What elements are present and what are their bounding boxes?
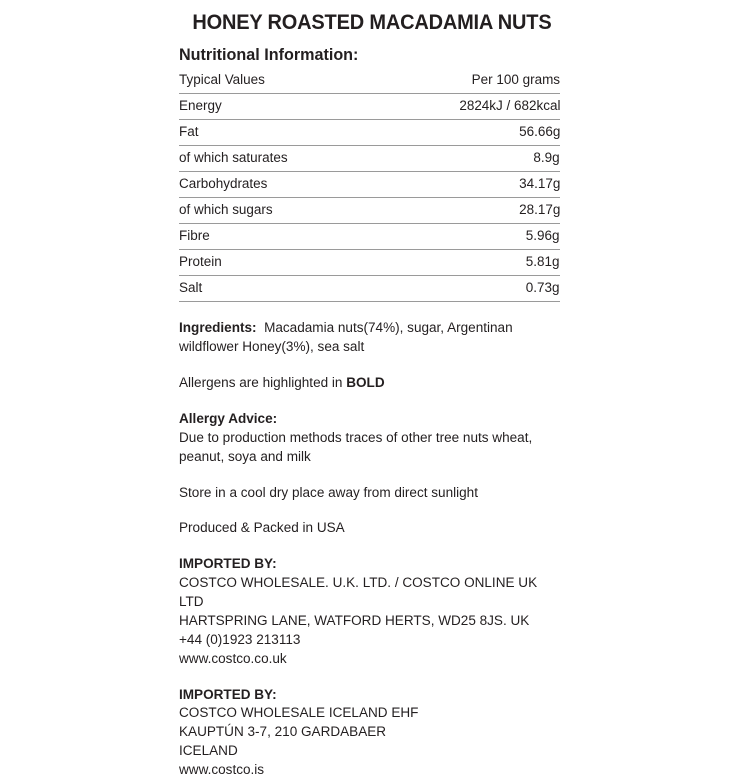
nutrient-value	[389, 276, 560, 302]
allergen-note-section	[179, 374, 559, 393]
table-row	[179, 224, 560, 250]
ingredients-text: Macadamia nuts(74%), sugar, Argentinan wildflower Honey(3%), sea salt	[179, 320, 513, 356]
nutrient-name-text: Fibre	[179, 228, 210, 245]
importer-uk-heading	[179, 555, 559, 574]
origin-section	[179, 519, 559, 538]
importer-uk-section	[179, 555, 559, 668]
nutrient-value	[389, 146, 560, 172]
nutrient-value-text: 34.17g	[518, 176, 560, 193]
nutrient-value	[389, 224, 560, 250]
allergen-note-emphasis: BOLD	[346, 375, 385, 392]
importer-iceland-line: COSTCO WHOLESALE ICELAND EHF	[179, 705, 419, 722]
importer-iceland-section	[179, 686, 559, 780]
allergy-advice-heading	[179, 410, 559, 429]
nutrient-name	[179, 172, 389, 198]
table-header-row	[179, 71, 560, 94]
ingredients-label: Ingredients:	[179, 320, 257, 337]
nutrient-value	[389, 250, 560, 276]
allergy-advice-section	[179, 410, 559, 467]
nutrient-value-text: 0.73g	[526, 280, 560, 297]
column-header-per-100-grams-text: Per 100 grams	[471, 72, 560, 89]
nutrient-value-text: 5.81g	[526, 254, 560, 271]
page-title: HONEY ROASTED MACADAMIA NUTS	[192, 10, 552, 34]
nutrient-value-text: 28.17g	[518, 202, 560, 219]
column-header-typical-values-text: Typical Values	[179, 72, 265, 89]
nutrient-value	[389, 94, 560, 120]
storage-section	[179, 484, 559, 503]
importer-iceland-website: www.costco.is	[179, 762, 265, 779]
nutrient-name-text: Protein	[179, 254, 222, 271]
importer-iceland-country: ICELAND	[179, 743, 238, 760]
nutrition-table-body	[179, 71, 560, 302]
nutrient-value-text: 2824kJ / 682kcal	[458, 98, 560, 115]
nutrient-name	[179, 146, 389, 172]
table-row	[179, 276, 560, 302]
nutrient-name-text: Carbohydrates	[179, 176, 268, 193]
nutrient-name-text: of which sugars	[179, 202, 273, 219]
nutrient-value-text: 56.66g	[518, 124, 560, 141]
nutrient-value	[389, 172, 560, 198]
table-row	[179, 146, 560, 172]
nutrient-value-text: 5.96g	[526, 228, 560, 245]
nutritional-information-heading: Nutritional Information:	[179, 44, 359, 64]
table-row	[179, 172, 560, 198]
nutrient-name-text: Energy	[179, 98, 222, 115]
column-header-typical-values	[179, 71, 389, 94]
nutrient-name	[179, 120, 389, 146]
nutrient-value-text: 8.9g	[533, 150, 560, 167]
importer-iceland-line: KAUPTÚN 3-7, 210 GARDABAER	[179, 724, 387, 741]
allergen-note-paragraph	[179, 374, 559, 393]
importer-uk-line: HARTSPRING LANE, WATFORD HERTS, WD25 8JS. UK	[179, 612, 530, 629]
label-content	[179, 10, 560, 780]
nutrient-name-text: Salt	[179, 280, 203, 297]
allergen-note-prefix: Allergens are highlighted in	[179, 375, 347, 392]
table-row	[179, 198, 560, 224]
storage-text: Store in a cool dry place away from direct sunlight	[179, 484, 478, 501]
importer-iceland-heading	[179, 686, 559, 705]
importer-uk-heading-text: IMPORTED BY:	[179, 556, 277, 573]
nutrient-name	[179, 250, 389, 276]
allergy-advice-heading-text: Allergy Advice:	[179, 410, 278, 427]
nutrition-table	[179, 71, 560, 302]
allergy-advice-text: Due to production methods traces of other tree nuts wheat, peanut, soya and milk	[179, 429, 533, 465]
importer-uk-phone: +44 (0)1923 213113	[179, 631, 301, 648]
ingredients-section	[179, 319, 559, 357]
ingredients-paragraph	[179, 319, 559, 357]
column-header-per-100-grams	[389, 71, 560, 94]
nutrient-value	[389, 120, 560, 146]
table-row	[179, 250, 560, 276]
table-row	[179, 120, 560, 146]
importer-uk-line: COSTCO WHOLESALE. U.K. LTD. / COSTCO ONLINE UK LTD	[179, 575, 538, 611]
nutrient-value	[389, 198, 560, 224]
table-row	[179, 94, 560, 120]
nutrient-name	[179, 224, 389, 250]
nutrient-name	[179, 198, 389, 224]
importer-uk-website: www.costco.co.uk	[179, 650, 287, 667]
origin-text: Produced & Packed in USA	[179, 520, 345, 537]
nutrient-name-text: Fat	[179, 124, 199, 141]
importer-iceland-heading-text: IMPORTED BY:	[179, 686, 277, 703]
nutrient-name	[179, 94, 389, 120]
nutrient-name	[179, 276, 389, 302]
nutrient-name-text: of which saturates	[179, 150, 288, 167]
